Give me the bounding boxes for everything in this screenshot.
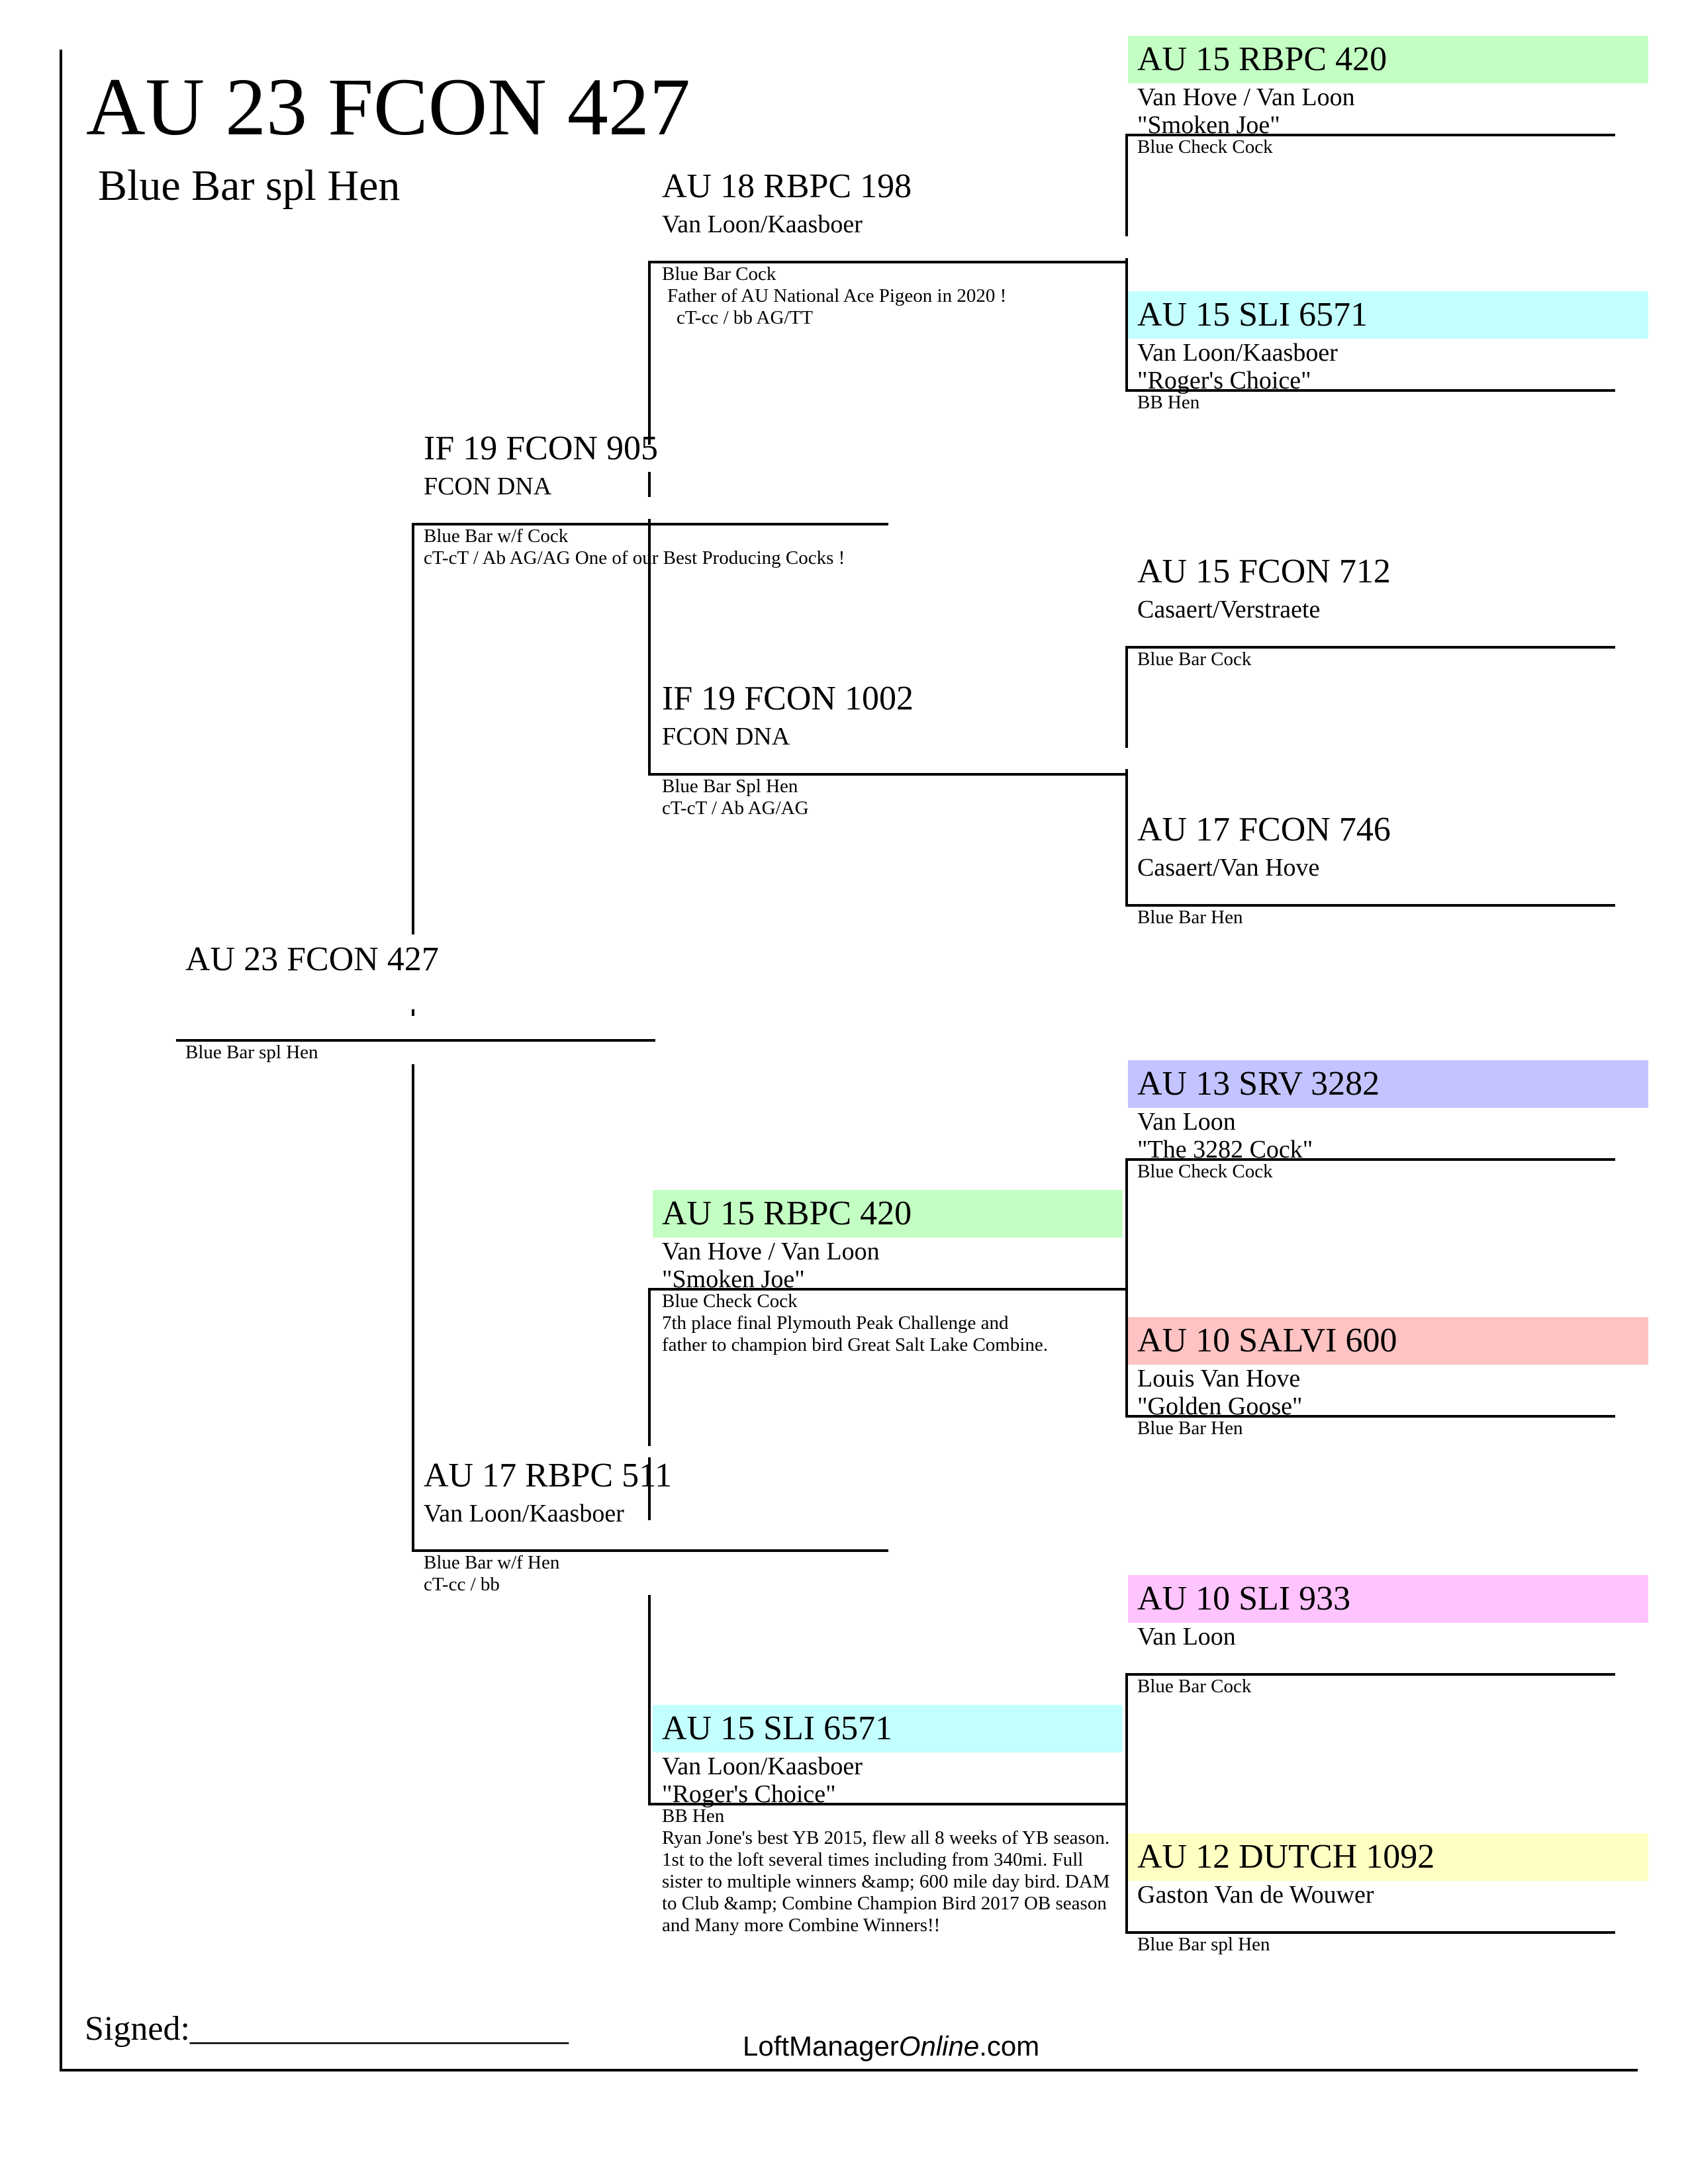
ds-details bbox=[653, 1291, 1123, 1356]
dd-band: AU 15 SLI 6571 bbox=[662, 1709, 893, 1747]
dam-details bbox=[414, 1552, 891, 1596]
sire-band: IF 19 FCON 905 bbox=[424, 430, 658, 467]
page-title: AU 23 FCON 427 bbox=[86, 62, 690, 152]
sds-band: AU 15 FCON 712 bbox=[1137, 553, 1391, 590]
ss-note2: cT-cc / bb AG/TT bbox=[677, 307, 813, 328]
sire-entry bbox=[414, 425, 658, 500]
sss-color: Blue Check Cock bbox=[1137, 136, 1273, 158]
ds-color: Blue Check Cock bbox=[662, 1291, 798, 1312]
page-subtitle: Blue Bar spl Hen bbox=[98, 161, 400, 210]
dd-details bbox=[653, 1805, 1123, 1936]
dss-entry bbox=[1128, 1060, 1648, 1163]
sire-dam-connector-tick bbox=[412, 1009, 414, 1016]
ddd-breeder: Gaston Van de Wouwer bbox=[1137, 1881, 1374, 1909]
sss-name: "Smoken Joe" bbox=[1137, 111, 1280, 139]
dsd-band: AU 10 SALVI 600 bbox=[1137, 1322, 1397, 1359]
sire-notes: cT-cT / Ab AG/AG One of our Best Producing Cocks ! bbox=[424, 547, 845, 569]
sire-dam-connector-top bbox=[412, 524, 414, 934]
dd-notes: Ryan Jone's best YB 2015, flew all 8 weeks of YB season. 1st to the loft several times including from 340mi. Full sister to multiple winners &amp; 600 mile day bird. DAM to Club &amp; Combine Champion Bird 2017 OB season and Many more Combine Winners!! bbox=[662, 1827, 1110, 1936]
ss-note1: Father of AU National Ace Pigeon in 2020 ! bbox=[667, 285, 1007, 306]
dds-breeder: Van Loon bbox=[1137, 1623, 1236, 1651]
sd-entry bbox=[653, 675, 1123, 751]
ssd-band: AU 15 SLI 6571 bbox=[1137, 296, 1368, 334]
dsd-name: "Golden Goose" bbox=[1137, 1392, 1303, 1420]
dds-color: Blue Bar Cock bbox=[1137, 1676, 1252, 1697]
sss-band: AU 15 RBPC 420 bbox=[1137, 40, 1387, 78]
site-credit-c: .com bbox=[979, 2030, 1040, 2062]
ssd-entry bbox=[1128, 291, 1648, 394]
ds-entry bbox=[653, 1190, 1123, 1293]
dd-entry bbox=[653, 1705, 1123, 1808]
sdd-entry bbox=[1128, 806, 1648, 904]
dds-band: AU 10 SLI 933 bbox=[1137, 1580, 1351, 1617]
dd-breeder: Van Loon/Kaasboer bbox=[662, 1752, 863, 1780]
dsd-breeder: Louis Van Hove bbox=[1137, 1365, 1301, 1392]
sire-color: Blue Bar w/f Cock bbox=[424, 525, 569, 547]
ds-breeder: Van Hove / Van Loon bbox=[662, 1238, 880, 1265]
subject-color: Blue Bar spl Hen bbox=[185, 1042, 318, 1063]
dam-breeder: Van Loon/Kaasboer bbox=[424, 1500, 624, 1527]
sd-band: IF 19 FCON 1002 bbox=[662, 680, 914, 717]
ds-name: "Smoken Joe" bbox=[662, 1265, 805, 1293]
ssd-breeder: Van Loon/Kaasboer bbox=[1137, 339, 1338, 367]
bottom-border-line bbox=[60, 2069, 1638, 2071]
dam-entry bbox=[414, 1452, 673, 1527]
left-border-line bbox=[60, 50, 62, 2071]
sdd-color: Blue Bar Hen bbox=[1137, 907, 1243, 928]
sd-color: Blue Bar Spl Hen bbox=[662, 776, 798, 797]
sd-details bbox=[653, 776, 1123, 819]
sdd-band: AU 17 FCON 746 bbox=[1137, 811, 1391, 848]
subject-entry bbox=[176, 936, 653, 983]
ss-band: AU 18 RBPC 198 bbox=[662, 167, 912, 205]
subject-band: AU 23 FCON 427 bbox=[185, 940, 439, 978]
ds-band: AU 15 RBPC 420 bbox=[662, 1195, 912, 1232]
dds-entry bbox=[1128, 1575, 1648, 1673]
ddd-band: AU 12 DUTCH 1092 bbox=[1137, 1838, 1435, 1876]
dsd-color: Blue Bar Hen bbox=[1137, 1418, 1243, 1439]
ss-entry bbox=[653, 163, 1123, 238]
dd-name: "Roger's Choice" bbox=[662, 1780, 836, 1808]
ssd-color: BB Hen bbox=[1137, 392, 1200, 413]
dam-parents-connector-top bbox=[648, 1291, 651, 1446]
dss-color: Blue Check Cock bbox=[1137, 1161, 1273, 1182]
dss-band: AU 13 SRV 3282 bbox=[1137, 1065, 1380, 1103]
site-credit-b: Online bbox=[898, 2030, 980, 2062]
sss-breeder: Van Hove / Van Loon bbox=[1137, 83, 1355, 111]
sdd-breeder: Casaert/Van Hove bbox=[1137, 854, 1320, 882]
sds-color: Blue Bar Cock bbox=[1137, 649, 1252, 670]
dsd-entry bbox=[1128, 1317, 1648, 1420]
sds-entry bbox=[1128, 548, 1648, 646]
dam-parents-connector-bottom bbox=[648, 1595, 651, 1805]
dss-breeder: Van Loon bbox=[1137, 1108, 1236, 1136]
ds-note2: father to champion bird Great Salt Lake Combine. bbox=[662, 1334, 1049, 1355]
signature-line: Signed:______________________ bbox=[85, 2010, 569, 2048]
sire-details bbox=[414, 525, 1209, 569]
dd-color: BB Hen bbox=[662, 1805, 725, 1827]
ds-note1: 7th place final Plymouth Peak Challenge and bbox=[662, 1312, 1009, 1334]
site-credit bbox=[743, 2030, 1039, 2062]
sss-entry bbox=[1128, 36, 1648, 139]
dam-band: AU 17 RBPC 511 bbox=[424, 1457, 673, 1494]
sire-parents-connector-top bbox=[648, 261, 651, 445]
dam-notes: cT-cc / bb bbox=[424, 1574, 500, 1595]
sd-notes: cT-cT / Ab AG/AG bbox=[662, 797, 809, 819]
ssd-name: "Roger's Choice" bbox=[1137, 367, 1311, 394]
site-credit-a: LoftManager bbox=[743, 2030, 899, 2062]
sire-breeder: FCON DNA bbox=[424, 473, 552, 500]
ddd-entry bbox=[1128, 1833, 1648, 1931]
dss-name: "The 3282 Cock" bbox=[1137, 1136, 1313, 1163]
sd-breeder: FCON DNA bbox=[662, 723, 790, 751]
ss-color: Blue Bar Cock bbox=[662, 263, 776, 285]
sds-breeder: Casaert/Verstraete bbox=[1137, 596, 1321, 623]
dam-color: Blue Bar w/f Hen bbox=[424, 1552, 560, 1573]
ddd-color: Blue Bar spl Hen bbox=[1137, 1934, 1270, 1955]
ss-details bbox=[653, 263, 1123, 329]
ss-breeder: Van Loon/Kaasboer bbox=[662, 210, 863, 238]
